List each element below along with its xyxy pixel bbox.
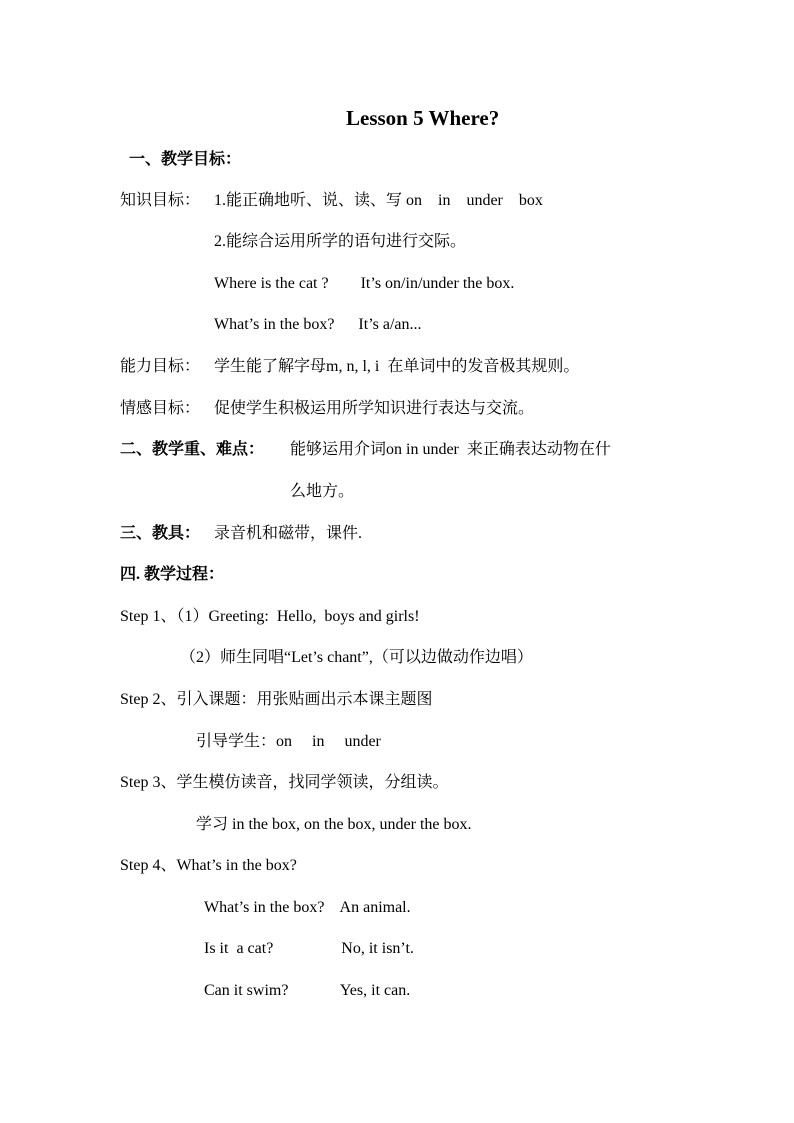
step-4-title: Step 4、What’s in the box? [120,857,297,874]
emotion-objective-text: 促使学生积极运用所学知识进行表达与交流。 [214,400,535,417]
step-1-greeting: Step 1、（1）Greeting: Hello, boys and girls! [120,608,420,625]
page-title: Lesson 5 Where? [346,106,500,130]
section-heading-key-points: 二、教学重、难点： [120,441,265,458]
knowledge-objective-1: 1.能正确地听、说、读、写 on in under box [214,192,543,209]
section-heading-process: 四. 教学过程： [120,566,225,583]
step-4-dialogue-3: Can it swim? Yes, it can. [204,982,411,999]
step-1-chant: （2）师生同唱“Let’s chant”,（可以边做动作边唱） [180,649,533,666]
step-2-guide: 引导学生：on in under [196,733,381,750]
emotion-objective-label: 情感目标： [120,400,201,417]
ability-objective-label: 能力目标： [120,358,201,375]
section-heading-objectives: 一、教学目标： [129,151,242,168]
knowledge-objective-label: 知识目标： [120,192,201,209]
materials-text: 录音机和磁带，课件. [214,525,363,542]
step-4-dialogue-1: What’s in the box? An animal. [204,899,411,916]
knowledge-example-1: Where is the cat ? It’s on/in/under the box. [214,275,515,292]
step-3-read: Step 3、学生模仿读音，找同学领读，分组读。 [120,774,449,791]
key-points-text-1: 能够运用介词on in under 来正确表达动物在什 [290,441,611,458]
key-points-text-2: 么地方。 [290,483,355,500]
knowledge-example-2: What’s in the box? It’s a/an... [214,316,422,333]
ability-objective-text: 学生能了解字母m, n, l, i 在单词中的发音极其规则。 [214,358,580,375]
knowledge-objective-2: 2.能综合运用所学的语句进行交际。 [214,233,467,250]
section-heading-materials: 三、教具： [120,525,201,542]
step-2-intro: Step 2、引入课题：用张贴画出示本课主题图 [120,691,433,708]
step-3-learn: 学习 in the box, on the box, under the box. [196,816,472,833]
step-4-dialogue-2: Is it a cat? No, it isn’t. [204,940,414,957]
